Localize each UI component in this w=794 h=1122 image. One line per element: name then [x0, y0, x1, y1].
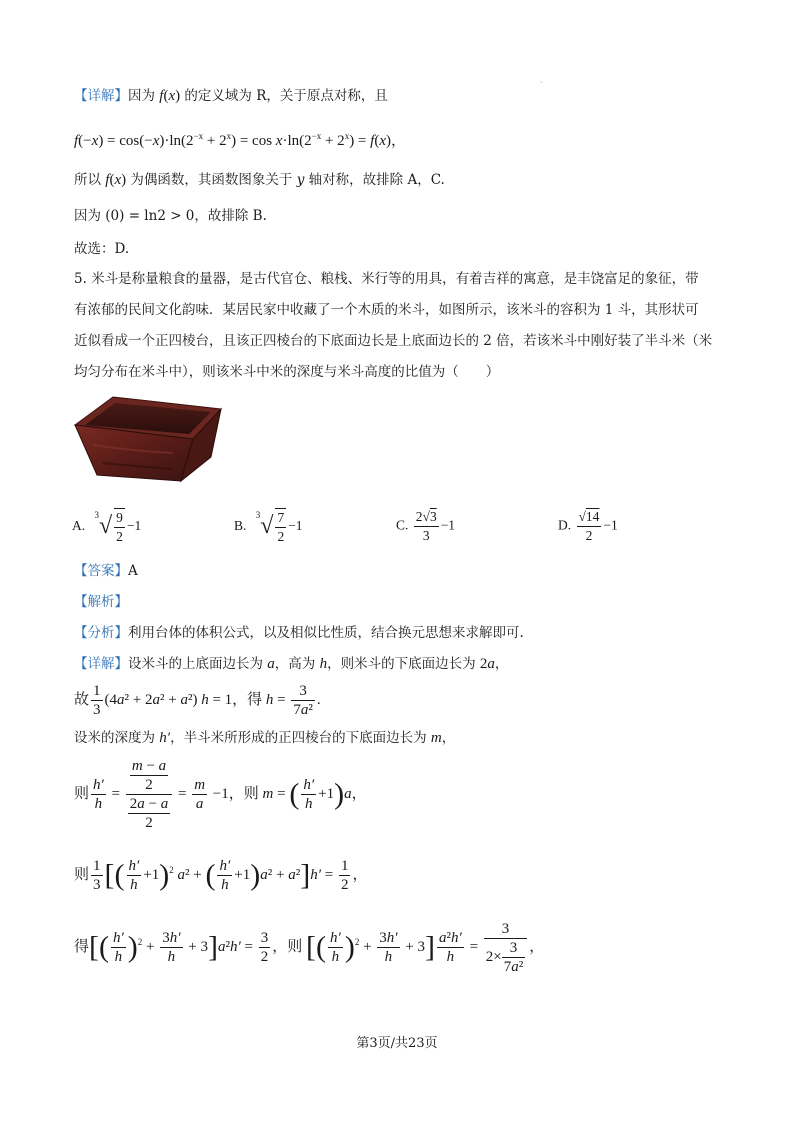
detail-line-3: 所以 f(x) 为偶函数，其函数图象关于 y 轴对称，故排除 A，C. — [74, 172, 445, 188]
equation-even-function: $f(-x) = \cos(-x)\cdot\ln(2^{-x} + 2^x) = \cos x\cdot\ln(2^{-x} + 2^x) = f(x)$， — [74, 131, 406, 149]
option-b: B. $^3$√ $\frac{7}{2}$ −1 — [234, 510, 303, 544]
answer-line — [74, 561, 138, 581]
detail-text-1: 因为 f(x) 的定义域为 R，关于原点对称，且 — [128, 88, 388, 104]
ratio-equation: 则 $\frac{h'}{h}$ = $\frac{\frac{m - a}{2}}{\frac{2a - a}{2}}$ = $\frac{m}{a}$ −1，则 m = ( $\frac{h'}{h}$ +1)a， — [74, 758, 367, 831]
question-5-line-2: 有浓郁的民间文化韵味．某居民家中收藏了一个木质的米斗，如图所示，该米斗的容积为 1 斗，其形状可 — [74, 302, 699, 318]
final-equation: 得[( $\frac{h'}{h}$ )$^2$ + $\frac{3h'}{h}$ + 3]a²h′ = $\frac{3}{2}$ ，则 [( $\frac{h'}{h}$ )$^2$ + $\frac{3h'}{h}$ + 3] $\frac{\text{a²h′}}{h}$ = 3 2× $\frac{3}{\text{7a²}}$ ， — [74, 920, 545, 975]
question-5-line-3: 近似看成一个正四棱台，且该正四棱台的下底面边长是上底面边长的 2 倍，若该米斗中刚好装了半斗米（米 — [74, 333, 713, 349]
detail-q5-line-3: 设米的深度为 h′，半斗米所形成的正四棱台的下底面边长为 m， — [74, 730, 456, 746]
detail-q5-line-1: 【详解】设米斗的上底面边长为 a，高为 h，则米斗的下底面边长为 2a， — [74, 656, 509, 672]
option-a: A. $^3$√ $\frac{9}{2}$ −1 — [72, 510, 142, 544]
final-eq-prefix: 得 — [74, 939, 90, 955]
half-volume-prefix: 则 — [74, 867, 90, 883]
answer-tag: 【答案】 — [74, 563, 128, 579]
option-c-label: C. — [396, 517, 409, 533]
volume-eq-prefix: 故 — [74, 692, 90, 708]
detail-line-5: 故选：D. — [74, 241, 130, 257]
answer-value: A — [128, 563, 138, 579]
detail-line-4: 因为 (0) = ln2 > 0，故排除 B. — [74, 208, 267, 224]
jiexi-tag: 【解析】 — [74, 594, 128, 610]
volume-equation: 故 $\frac{1}{3}$ (4a² + 2a² + a²) h = 1，得 h = $\frac{3}{\text{7a²}}$ . — [74, 683, 321, 719]
option-b-label: B. — [234, 518, 247, 534]
option-a-label: A. — [72, 518, 86, 534]
detail-line-1 — [74, 86, 388, 106]
scan-mark: · — [540, 78, 543, 87]
question-5-line-1: 5. 米斗是称量粮食的量器，是古代官仓、粮栈、米行等的用具，有着吉祥的寓意，是丰饶富足的象征，带 — [74, 271, 699, 287]
analysis-line — [74, 623, 524, 643]
option-c: C. $\frac{2√3}{3}$ −1 — [396, 509, 456, 543]
option-d-label: D. — [558, 517, 572, 533]
jiexi-line — [74, 592, 128, 612]
rice-measure-photo — [73, 395, 223, 485]
ratio-eq-prefix: 则 — [74, 785, 90, 802]
analysis-text: 利用台体的体积公式，以及相似比性质，结合换元思想来求解即可. — [128, 625, 524, 641]
detail-tag: 【详解】 — [74, 88, 128, 104]
analysis-tag: 【分析】 — [74, 625, 128, 641]
detail-tag-2: 【详解】 — [74, 656, 128, 672]
option-d: D. $\frac{√14}{2}$ −1 — [558, 509, 618, 543]
question-5-line-4: 均匀分布在米斗中），则该米斗中米的深度与米斗高度的比值为（ ） — [74, 364, 500, 380]
page-footer: 第3页/共23页 — [356, 1036, 438, 1051]
half-volume-equation: 则 $\frac{1}{3}$ [( $\frac{h'}{h}$ +1)$^2$ a² + ( $\frac{h'}{h}$ +1)a² + a²]h′ = $\frac{1}{2}$ ， — [74, 858, 368, 894]
